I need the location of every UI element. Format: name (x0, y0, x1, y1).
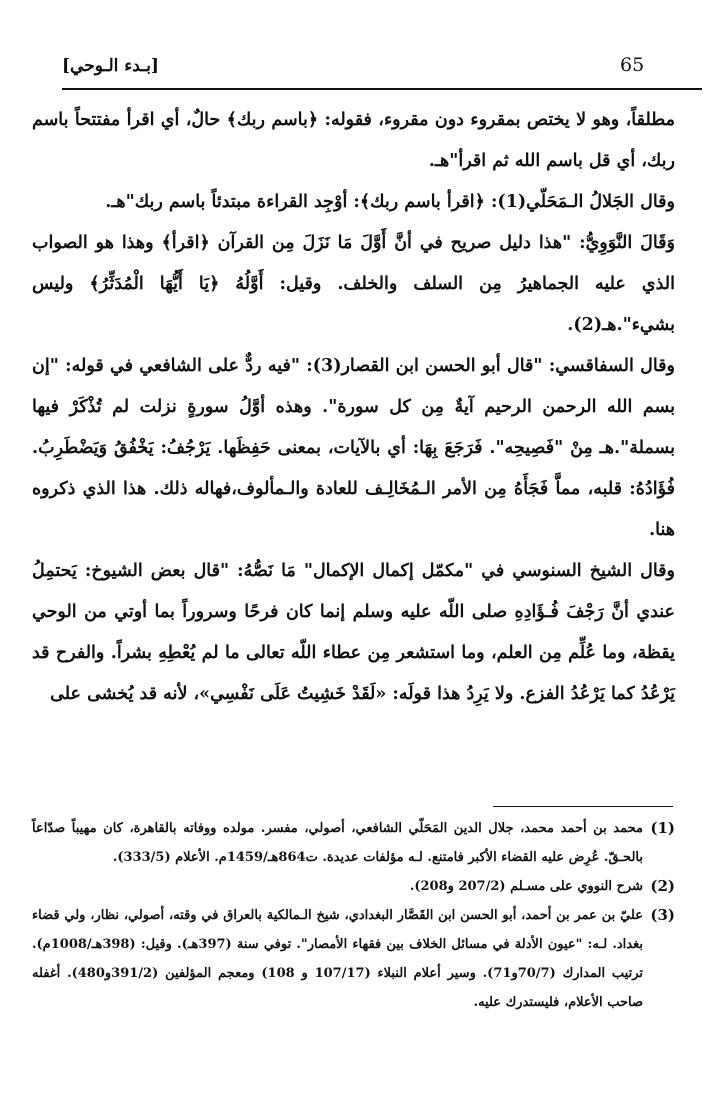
main-text (32, 100, 675, 715)
footnotes (32, 814, 675, 1017)
footnote-text: محمد بن أحمد محمد، جلال الدين المَحَلّي الشافعي، أصولي، مفسر. مولده ووفاته بالقاهرة، كان مهيباً صدّاعاً بالحـقّ. عُرِض عليه القضاء الأكبر فامتنع. لـه مؤلفات عديدة. ت864هـ/1459م. الأعلام (333/5). (32, 821, 643, 865)
footnote-number: (2) (650, 877, 675, 895)
paragraph: وَقَالَ النَّوَوِيُّ: "هذا دليل صريح في أنَّ أَوَّلَ مَا نَزَلَ مِن القرآن ﴿اقرأ﴾ وهذا هو الصواب الذي عليه الجماهيرُ مِن السلف والخلف. وقيل: أَوَّلُهُ ﴿يَا أَيُّهَا الْمُدَثِّرُ﴾ وليس بشيء".هـ(2). (32, 233, 675, 335)
footnote (32, 872, 675, 901)
page-number: 65 (620, 54, 645, 76)
paragraph: مطلقاً، وهو لا يختص بمقروء دون مقروء، فقوله: ﴿باسم ربك﴾ حالٌ، أي اقرأ مفتتحاً باسم ربك، أي قل باسم الله ثم اقرأ"هـ. (32, 110, 675, 171)
footnote-number: (1) (650, 819, 675, 837)
footnote-number: (3) (650, 906, 675, 924)
footnote (32, 814, 675, 872)
footnote (32, 901, 675, 1017)
paragraph: وقال السفاقسي: "قال أبو الحسن ابن القصار(3): "فيه ردٌّ على الشافعي في قوله: "إن بسم الله الرحمن الرحيم آيةٌ مِن كل سورة". وهذه أوَّلُ سورةٍ نزلت لم تُذْكَرْ فيها بسملة".هـ مِنْ "فَصِيحِه". فَرَجَعَ بِهَا: أي بالآيات، بمعنى حَفِظَها. يَرْجُفُ: يَخْفُقُ وَيَضْطَرِبُ. فُؤَادُهُ: قلبه، مماَّ فَجَأَهُ مِن الأمر الـمُخَالِـف للعادة والـمألوف،فهاله ذلك. هذا الذي ذكروه هنا. (32, 356, 675, 540)
paragraph: وقال الجَلالُ الـمَحَلّي(1): ﴿اقرأ باسم ربك﴾: أوْجِد القراءة مبتدئاً باسم ربك"هـ. (105, 192, 675, 212)
footnote-separator (493, 806, 673, 807)
paragraph: وقال الشيخ السنوسي في "مكمّل إكمال الإكمال" مَا نَصُّهُ: "قال بعض الشيوخ: يَحتمِلُ عندي أنَّ رَجْفَ فُـؤَادِهِ صلى اللّه عليه وسلم إنما كان فرحًا وسروراً بما أوتي من الوحي يقظة، وما عُلِّم مِن العلم، وما استشعر مِن عطاء اللّه تعالى ما لم يُعْطِهِ بشراً. والفرح قد يَرْعُدُ كما يَرْعُدُ الفزع. ولا يَرِدُ هذا قولَه: «لَقَدْ خَشِيتُ عَلَى نَفْسِي»، لأنه قد يُخشى على (32, 561, 675, 704)
header-rule (62, 88, 702, 90)
running-head: [بـدء الـوحي] (62, 56, 159, 76)
page-header (30, 50, 673, 90)
footnote-text: عليّ بن عمر بن أحمد، أبو الحسن ابن القَصَّار البغدادي، شيخ الـمالكية بالعراق في وقته، أصولي، نظار، ولي قضاء بغداد. لـه: "عيون الأدلة في مسائل الخلاف بين فقهاء الأمصار". توفي سنة (397هـ). وقيل: (398هـ/1008م). ترتيب المدارك (70/7و71). وسير أعلام النبلاء (107/17 و 108) ومعجم المؤلفين (391/2و480). أغفله صاحب الأعلام، فليستدرك عليه. (32, 908, 643, 1010)
footnote-text: شرح النووي على مسـلم (207/2 و208). (409, 879, 643, 894)
